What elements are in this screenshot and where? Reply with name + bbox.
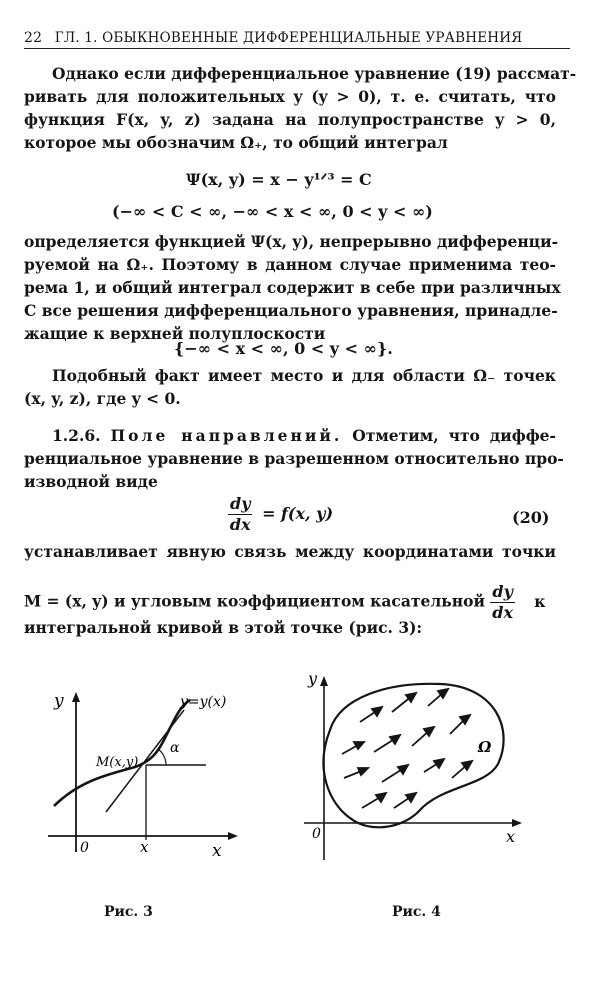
equation-rhs: = f(x, y) xyxy=(262,504,334,523)
text-line: ренциальное уравнение в разрешенном относительно про- xyxy=(24,449,564,468)
fraction-numerator: dy xyxy=(492,582,513,601)
text-line: Подобный факт имеет место и для области Ω₋ точек xyxy=(52,366,556,385)
region-label: Ω xyxy=(478,738,492,756)
angle-arc xyxy=(158,749,166,765)
curve-label: y=y(x) xyxy=(180,694,227,710)
angle-label: α xyxy=(170,740,180,756)
fig3-origin-label: 0 xyxy=(80,840,89,856)
equation-20 xyxy=(228,494,333,535)
paragraph-3 xyxy=(24,364,556,410)
equation-domain: (−∞ < C < ∞, −∞ < x < ∞, 0 < y < ∞) xyxy=(112,202,433,221)
equation-general-integral: Ψ(x, y) = x − y¹ᐟ³ = C xyxy=(186,170,372,189)
text-line: рема 1, и общий интеграл содержит в себе при различных xyxy=(24,278,561,297)
fig4-x-label: x xyxy=(506,827,516,846)
x-axis-arrow xyxy=(228,832,238,840)
section-number: 1.2.6. xyxy=(52,426,101,445)
fraction-denominator: dx xyxy=(492,603,513,622)
equation-half-plane: {−∞ < x < ∞, 0 < y < ∞}. xyxy=(174,339,393,358)
paragraph-5-line-3 xyxy=(24,616,556,639)
text-line: которое мы обозначим Ω₊, то общий интеграл xyxy=(24,133,448,152)
text-line: определяется функцией Ψ(x, y), непрерывно дифференци- xyxy=(24,232,559,251)
figure-3-tangent xyxy=(40,670,240,870)
text-line: Однако если дифференциальное уравнение (19) рассмат- xyxy=(52,64,577,83)
text-line: жащие к верхней полуплоскости xyxy=(24,324,326,343)
text-line: устанавливает явную связь между координатами точки xyxy=(24,542,556,561)
text-line: изводной виде xyxy=(24,472,158,491)
running-header xyxy=(24,30,570,49)
text-line: (x, y, z), где y < 0. xyxy=(24,389,181,408)
y-axis-arrow xyxy=(72,692,80,702)
fig3-x-tick: x xyxy=(140,838,149,856)
x-axis-arrow xyxy=(512,819,522,827)
fig4-y-label: y xyxy=(308,669,318,688)
paragraph-5-line-1 xyxy=(24,540,556,563)
text-line: C все решения дифференциального уравнения, принадле- xyxy=(24,301,558,320)
paragraph-2 xyxy=(24,230,561,345)
paragraph-1 xyxy=(24,62,577,154)
fraction-denominator: dx xyxy=(229,515,251,534)
chapter-title: ГЛ. 1. ОБЫКНОВЕННЫЕ ДИФФЕРЕНЦИАЛЬНЫЕ УРАВНЕНИЯ xyxy=(54,30,523,46)
text-line: к xyxy=(534,591,546,611)
figure-4-direction-field xyxy=(300,660,536,870)
fig3-x-label: x xyxy=(212,841,222,861)
text-line: Отметим, что диффе- xyxy=(352,426,556,445)
fig4-origin-label: 0 xyxy=(312,826,321,842)
section-heading-line xyxy=(24,424,556,447)
region-boundary xyxy=(323,684,503,827)
page-number: 22 xyxy=(24,30,43,46)
y-axis-arrow xyxy=(320,676,328,686)
fig3-y-label: y xyxy=(54,691,64,711)
text-line: руемой на Ω₊. Поэтому в данном случае применима тео- xyxy=(24,255,556,274)
section-1-2-6 xyxy=(24,424,564,493)
text-line: ривать для положительных y (y > 0), т. е. считать, что xyxy=(24,87,556,106)
figure-4-caption: Рис. 4 xyxy=(392,904,441,920)
text-line: M = (x, y) и угловым коэффициентом касательной xyxy=(24,591,485,611)
text-line: функция F(x, y, z) задана на полупространстве y > 0, xyxy=(24,110,556,129)
fraction-numerator: dy xyxy=(230,494,251,513)
point-label: M(x,y) xyxy=(96,755,139,770)
derivative-fraction xyxy=(228,494,252,535)
section-title: Поле направлений. xyxy=(110,426,343,445)
text-line: интегральной кривой в этой точке (рис. 3): xyxy=(24,618,423,637)
equation-number: (20) xyxy=(512,508,550,527)
figure-3-caption: Рис. 3 xyxy=(104,904,153,920)
